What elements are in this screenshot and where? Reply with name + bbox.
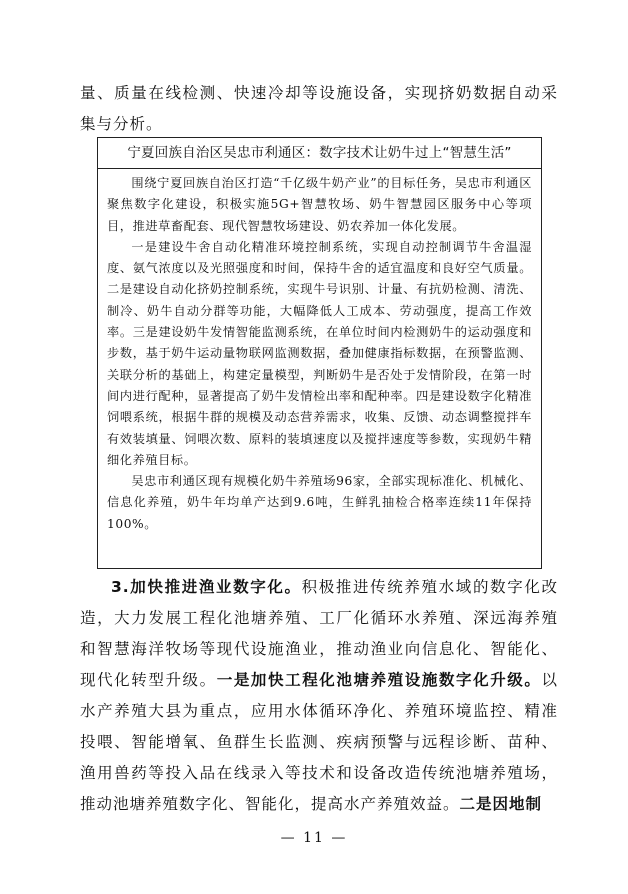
case-study-body — [98, 169, 541, 535]
section-3-heading: 3.加快推进渔业数字化。 — [111, 578, 302, 596]
section-3-point-2: 二是因地制 — [459, 795, 543, 813]
section-3-text-c: 以水产养殖大县为重点，应用水体循环净化、养殖环境监控、精准投喂、智能增氧、鱼群生长监测、疾病预警与远程诊断、苗种、渔用兽药等投入品在线录入等技术和设备改造传统池塘养殖场，推动池塘养殖数字化、智能化，提高水产养殖效益。 — [80, 671, 558, 813]
case-study-title: 宁夏回族自治区吴忠市利通区：数字技术让奶牛过上“智慧生活” — [98, 138, 541, 169]
case-paragraph-results: 吴忠市利通区现有规模化奶牛养殖场96家，全部实现标准化、机械化、信息化养殖，奶牛年均单产达到9.6吨，生鲜乳抽检合格率连续11年保持100%。 — [107, 474, 532, 531]
case-paragraph-measures: 一是建设牛舍自动化精准环境控制系统，实现自动控制调节牛舍温湿度、氨气浓度以及光照强度和时间，保持牛舍的适宜温度和良好空气质量。二是建设自动化挤奶控制系统，实现牛号识别、计量、有抗奶检测、清洗、制冷、奶牛自动分群等功能，大幅降低人工成本、劳动强度，提高工作效率。三是建设奶牛发情智能监测系统，在单位时间内检测奶牛的运动强度和步数，基于奶牛运动量物联网监测数据，叠加健康指标数据，在预警监测、关联分析的基础上，构建定量模型，判断奶牛是否处于发情阶段，在第一时间内进行配种，显著提高了奶牛发情检出率和配种率。四是建设数字化精准饲喂系统，根据牛群的规模及动态营养需求，收集、反馈、动态调整搅拌车有效装填量、饲喂次数、原料的装填速度以及搅拌速度等参数，实现奶牛精细化养殖目标。 — [107, 239, 532, 467]
top-paragraph: 量、质量在线检测、快速冷却等设施设备，实现挤奶数据自动采集与分析。 — [80, 84, 558, 133]
section-3-text-a: 积极推进传统养殖水域的数字化改造，大力发展工程化池塘养殖、工厂化循环水养殖、深远海养殖和智慧海洋牧场等现代设施渔业，推动渔业向信息化、智能化、现代化转型升级。 — [80, 578, 558, 689]
section-3-paragraph — [80, 572, 558, 820]
page-number: — 11 — — [280, 830, 348, 846]
case-study-box — [97, 137, 542, 569]
case-paragraph-intro: 围绕宁夏回族自治区打造“千亿级牛奶产业”的目标任务，吴忠市利通区聚焦数字化建设，积极实施5G+智慧牧场、奶牛智慧园区服务中心等项目，推进草畜配套、现代智慧牧场建设、奶农养加一体化发展。 — [107, 176, 532, 233]
section-3-point-1: 一是加快工程化池塘养殖设施数字化升级。 — [216, 671, 542, 689]
